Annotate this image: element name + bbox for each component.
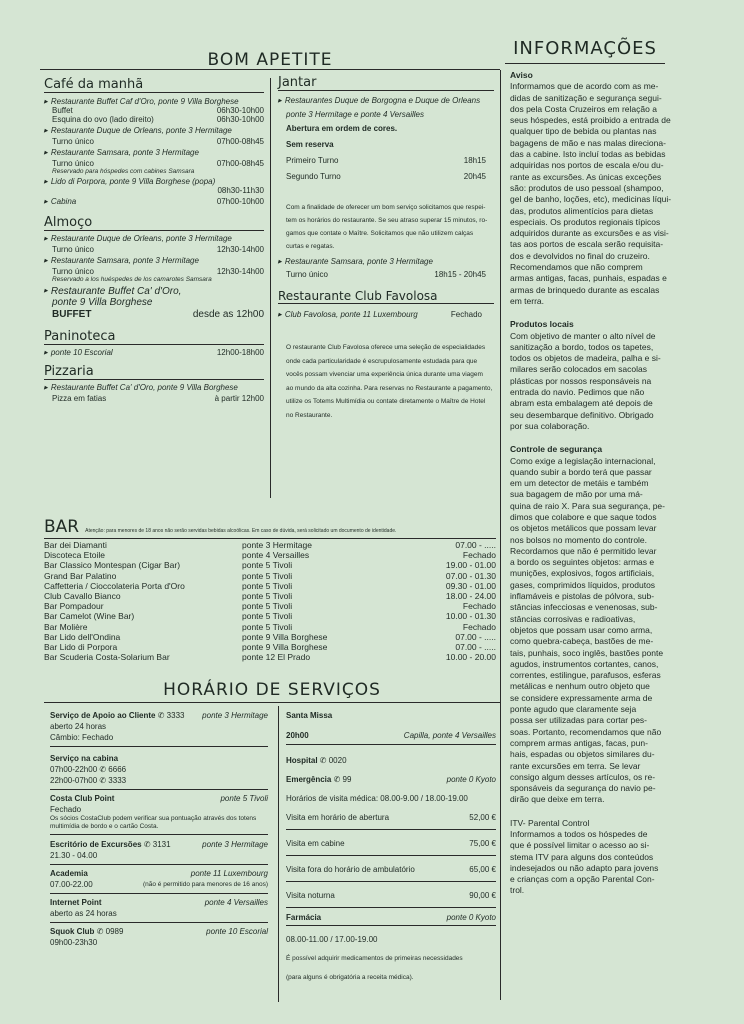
internet-title: Internet Point	[50, 898, 102, 907]
note-line: gamos que contate o Maître. Solicitamos que não utilizem calças	[286, 230, 474, 237]
exc-title: Escritório de Excursões	[50, 840, 142, 849]
bar-hours: Fechado	[462, 601, 496, 612]
info-text-line: das a cabine. Isto incluí todas as bebidas	[510, 149, 666, 160]
info-text-line: rante as excursões. As únicas exceções	[510, 171, 662, 182]
info-text-line: didas de sanitização e segurança segui-	[510, 92, 662, 103]
horario-title: HORÁRIO DE SERVIÇOS	[163, 680, 381, 700]
jantar-samsara: ▶ Restaurante Samsara, ponte 3 Hermitage	[278, 257, 494, 266]
squok-title: Squok Club	[50, 927, 95, 936]
apoio-location: ponte 3 Hermitage	[202, 711, 268, 720]
bar-deck: ponte 12 El Prado	[242, 652, 311, 663]
bar-hours: 10.00 - 01.30	[445, 611, 496, 622]
info-text-line: dos pela Costa Cruzeiros em relação a	[510, 103, 657, 114]
note-line: utilize os Totems Multimídia ou contate diretamente o Maître de Hotel	[286, 398, 486, 405]
bar-name: Bar Classico Montespan (Cigar Bar)	[44, 560, 181, 571]
info-title: INFORMAÇÕES	[513, 38, 657, 59]
cafe-time: 07h00-08h45	[216, 137, 264, 146]
cabina-hours-1: 07h00-22h00 ✆ 6666	[50, 765, 127, 774]
info-text-line: stâncias infecciosas e venenosas, sub-	[510, 602, 658, 613]
info-text-line: bagagens de mão e nas malas direciona-	[510, 137, 666, 148]
info-text-line: Com objetivo de manter o alto nível de	[510, 330, 656, 341]
almoco-time: 12h30-14h00	[216, 245, 264, 254]
bar-hours: 19.00 - 01.00	[445, 560, 496, 571]
bar-name: Discoteca Etoile	[44, 550, 105, 561]
cafe-restaurant-3: ▶ Restaurante Samsara, ponte 3 Hermitage	[44, 148, 264, 157]
acad-hours: 07.00-22.00	[50, 880, 93, 889]
almoco-time: 12h30-14h00	[216, 267, 264, 276]
bar-hours: Fechado	[462, 550, 496, 561]
farmacia-note: (para alguns é obrigatória a receita médica).	[286, 974, 414, 981]
note-line: Com a finalidade de oferecer um bom serviço solicitamos que respei-	[286, 204, 486, 211]
bar-name: Bar dei Diamanti	[44, 540, 107, 550]
internet-hours: aberto as 24 horas	[50, 909, 117, 918]
missa-location: Capilla, ponte 4 Versailles	[403, 731, 496, 740]
cabina-hours-2: 22h00-07h00 ✆ 3333	[50, 776, 127, 785]
services-left	[50, 710, 268, 951]
produtos-title: Produtos locais	[510, 319, 574, 330]
jantar-decks: ponte 3 Hermitage e ponte 4 Versailles	[286, 110, 425, 119]
jantar-note	[278, 201, 494, 253]
bar-row	[44, 560, 496, 570]
bar-row	[44, 642, 496, 652]
exc-location: ponte 3 Hermitage	[202, 840, 268, 849]
pizzaria-title: Pizzaria	[44, 364, 264, 380]
jantar-title: Jantar	[278, 75, 494, 91]
info-text-line: ponte agudo que claramente seja	[510, 704, 637, 715]
services-right	[286, 710, 496, 983]
info-text-line: consigo algum desses artículos, os re-	[510, 771, 656, 782]
info-text-line: e crianças com a opção Parental Con-	[510, 874, 655, 885]
ccp-note: Os sócios CostaClub podem verificar sua pontuação através dos totens	[50, 815, 257, 822]
bom-apetite-divider	[270, 78, 271, 498]
info-text-line: indesejados ou não adapto para jovens	[510, 862, 659, 873]
info-text-line: plásticas por nossos responsáveis na	[510, 375, 652, 386]
apoio-title: Serviço de Apoio ao Cliente	[50, 711, 156, 720]
bar-title: BAR	[44, 517, 80, 537]
info-text-line: Informamos a todos os hóspedes de	[510, 829, 648, 839]
bar-hours: Fechado	[462, 621, 496, 632]
cafe-item: Turno único	[52, 159, 94, 168]
cafe-restaurant-4: ▶ Lido di Porpora, ponte 9 Villa Borghese (popa)	[44, 177, 264, 186]
jantar-abertura: Abertura em ordem de cores.	[286, 124, 398, 133]
visita-horas: Horários de visita médica: 08.00-9.00 / 18.00-19.00	[286, 794, 468, 803]
visita-price: 75,00 €	[469, 839, 496, 848]
internet-location: ponte 4 Versailles	[204, 898, 268, 907]
acad-location: ponte 11 Luxembourg	[190, 869, 268, 878]
column-divider	[500, 70, 501, 1000]
bar-hours: 10.00 - 20.00	[445, 652, 496, 663]
apoio-cambio: Câmbio: Fechado	[50, 733, 114, 742]
info-text-line: tas aos portos de escala serão requisita-	[510, 239, 664, 250]
bom-apetite-underline	[40, 69, 500, 70]
acad-note: (não é permitido para menores de 16 anos)	[142, 881, 268, 888]
info-text-line: seus hóspedes, está proibido a entrada de	[510, 115, 671, 126]
info-text-line: os objetos metálicos que possam levar	[510, 523, 657, 534]
info-text-line: adquiridos durante as excursões e as visi-	[510, 228, 669, 239]
controle-title: Controle de segurança	[510, 444, 603, 455]
turno-label: Primeiro Turno	[286, 156, 339, 165]
emergencia-location: ponte 0 Kyoto	[446, 775, 496, 784]
bar-hours: 18.00 - 24.00	[445, 591, 496, 602]
info-text-line: se considere expressamente arma de	[510, 692, 653, 703]
almoco-note: Reservado a los huéspedes de los camarotes Samsara	[52, 276, 212, 283]
visita-price-row	[286, 830, 496, 856]
note-line: ao mundo da alta cozinha. Para reservas no Restaurante a pagamento,	[286, 384, 493, 392]
info-text-line: gases, comprimidos líquidos, produtos	[510, 579, 656, 590]
bar-row	[44, 581, 496, 591]
info-text-line: rante excursões em terra. Se levar	[510, 760, 641, 771]
bar-row	[44, 622, 496, 632]
bar-deck: ponte 5 Tivoli	[242, 611, 293, 622]
almoco-time: desde as 12h00	[192, 309, 264, 320]
bar-row	[44, 611, 496, 621]
ccp-note: multimídia de bordo e o cartão Costa.	[50, 823, 159, 830]
favolosa-note	[278, 341, 494, 422]
almoco-restaurant-2: ▶ Restaurante Samsara, ponte 3 Hermitage	[44, 256, 264, 265]
cafe-item: Esquina do ovo (lado direito)	[52, 115, 154, 124]
ccp-status: Fechado	[50, 805, 82, 814]
almoco-restaurant-3-deck: ponte 9 Villa Borghese	[52, 297, 153, 308]
horario-underline	[44, 702, 500, 703]
note-line: O restaurante Club Favolosa oferece uma seleção de especialidades	[286, 344, 486, 351]
info-text-line: adquiridas nos portos de escala e/ou du-	[510, 160, 664, 171]
apoio-hours: aberto 24 horas	[50, 722, 107, 731]
bar-hours: 07.00 - 01.30	[445, 570, 496, 581]
info-text-line: das, produtos alimentícios para dietas	[510, 205, 654, 216]
bar-deck: ponte 5 Tivoli	[242, 601, 293, 612]
info-text-line: quina de raio X. Para sua segurança, pe-	[510, 500, 665, 511]
info-text-line: Informamos que de acordo com as me-	[510, 81, 659, 92]
visita-label: Visita em horário de abertura	[286, 813, 390, 822]
info-text-line: entrada do navio. Pedimos que não	[510, 387, 645, 398]
bar-deck: ponte 5 Tivoli	[242, 560, 293, 571]
bar-name: Bar Molière	[44, 621, 88, 632]
cafe-restaurant-1: ▶ Restaurante Buffet Caf d'Oro, ponte 9 Villa Borghese	[44, 97, 264, 106]
pizzaria-restaurant: ▶ Restaurante Buffet Ca' d'Oro, ponte 9 Villa Borghese	[44, 383, 264, 392]
info-text-line: correntes, estilingue, parafusos, esferas	[510, 670, 661, 681]
info-text-line: Como exige a legislação internacional,	[510, 455, 656, 466]
bar-deck: ponte 4 Versailles	[242, 550, 310, 561]
cafe-time: 06h30-10h00	[216, 115, 264, 124]
bar-row	[44, 550, 496, 560]
visita-price: 52,00 €	[469, 813, 496, 822]
cafe-item: Buffet	[52, 106, 73, 115]
exc-hours: 21.30 - 04.00	[50, 851, 98, 860]
ccp-title: Costa Club Point	[50, 794, 115, 803]
info-text-line: sanitização a bordo, todos os tapetes,	[510, 341, 654, 352]
info-text-line: como quebra-cabeça, bastões de me-	[510, 636, 654, 647]
bar-row	[44, 571, 496, 581]
info-text-line: dos e devolvidos no final do cruzeiro.	[510, 250, 650, 261]
info-text-line: agudos, instrumentos cortantes, canos,	[510, 658, 659, 669]
info-text-line: dimos que colabore e que saque todos	[510, 511, 657, 522]
apoio-tel: ✆ 3333	[157, 711, 185, 720]
bar-row	[44, 591, 496, 601]
almoco-title: Almoço	[44, 215, 264, 231]
cafe-restaurant-2: ▶ Restaurante Duque de Orleans, ponte 3 Hermitage	[44, 126, 264, 135]
info-text-line: comprem armas antigas, facas, pun-	[510, 737, 648, 748]
info-text-line: gel de banho, loções, etc), medicinas líqui-	[510, 194, 672, 205]
bom-apetite-title: BOM APETITE	[207, 50, 333, 70]
info-text-line: Recomendamos que não comprem	[510, 262, 643, 273]
emergencia-title: Emergência	[286, 775, 332, 784]
bar-deck: ponte 5 Tivoli	[242, 621, 293, 632]
left-food-column	[44, 77, 264, 403]
note-line: onde cada particularidade é escrupulosamente estudada para que	[286, 357, 478, 365]
pizzaria-time: à partir 12h00	[214, 394, 264, 403]
bar-name: Bar Scuderia Costa-Solarium Bar	[44, 652, 170, 663]
info-underline	[505, 63, 665, 64]
info-text-line: são: produtos de uso pessoal (shampoo,	[510, 182, 664, 193]
farmacia-hours: 08.00-11.00 / 17.00-19.00	[286, 935, 378, 944]
bar-row	[44, 632, 496, 642]
buffet-label: BUFFET	[52, 309, 92, 320]
squok-tel: ✆ 0989	[96, 927, 124, 936]
bar-hours: 09.30 - 01.00	[445, 580, 496, 591]
info-text-line: stema ITV para alguns dos conteúdos	[510, 851, 654, 862]
info-text-line: sua bagagem de mão por uma má-	[510, 489, 643, 500]
info-column	[510, 70, 670, 897]
dinner-column	[278, 75, 494, 422]
info-text-line: em um detector de metáis e também	[510, 478, 649, 489]
aviso-title: Aviso	[510, 70, 533, 80]
jantar-restaurants: ▶ Restaurantes Duque de Borgogna e Duque de Orleans	[278, 96, 494, 105]
info-text-line: trol.	[510, 885, 525, 896]
bar-name: Bar Pompadour	[44, 601, 104, 612]
turno-time: 20h45	[463, 172, 486, 181]
info-text-line: tais, punhais, soco inglês, bastões ponte	[510, 647, 664, 658]
favolosa-location: ▶ Club Favolosa, ponte 11 Luxembourg	[278, 310, 418, 319]
visita-price: 65,00 €	[469, 865, 496, 874]
info-text-line: milares serão colocados em sacolas	[510, 364, 648, 375]
info-text-line: todos os objetos de madeira, palha e si-	[510, 353, 661, 364]
info-text-line: armas antigas, facas, punhais, espadas e	[510, 273, 667, 284]
visita-label: Visita noturna	[286, 891, 335, 900]
almoco-item: Turno único	[52, 267, 94, 276]
exc-tel: ✆ 3131	[143, 840, 171, 849]
almoco-restaurant-3: ▶ Restaurante Buffet Ca' d'Oro,	[44, 286, 264, 297]
visita-price-row	[286, 882, 496, 908]
visita-label: Visita em cabine	[286, 839, 345, 848]
info-text-line: armas de brinquedo durante as escalas	[510, 284, 660, 295]
missa-title: Santa Missa	[286, 711, 333, 720]
bar-row	[44, 540, 496, 550]
bar-name: Bar Camelot (Wine Bar)	[44, 611, 135, 622]
hospital-title: Hospital	[286, 756, 318, 765]
info-text-line: possa ser utilizadas para cortar pes-	[510, 715, 648, 726]
info-text-line: soas. Portanto, recomendamos que não	[510, 726, 662, 737]
cafe-note: Reservado para hóspedes com cabines Samsara	[52, 168, 195, 175]
bar-deck: ponte 5 Tivoli	[242, 591, 293, 602]
turno-time: 18h15	[463, 156, 486, 165]
info-text-line: que é possível limitar o acesso ao si-	[510, 840, 650, 851]
cafe-restaurant-5: ▶ Cabina	[44, 197, 76, 206]
info-text-line: metálicas e nenhum outro objeto que	[510, 681, 650, 692]
info-text-line: nos bolsos no momento do controle.	[510, 534, 648, 545]
services-divider	[278, 706, 279, 1002]
cafe-title: Café da manhã	[44, 77, 264, 93]
cafe-item: Turno único	[52, 137, 94, 146]
favolosa-title: Restaurante Club Favolosa	[278, 289, 494, 304]
cafe-time: 08h30-11h30	[217, 186, 264, 195]
pizzaria-item: Pizza em fatias	[52, 394, 107, 403]
bar-name: Bar Lido di Porpora	[44, 642, 118, 653]
bar-name: Grand Bar Palatino	[44, 570, 117, 581]
cafe-time: 06h30-10h00	[216, 106, 264, 115]
bar-deck: ponte 9 Villa Borghese	[242, 642, 328, 653]
bar-deck: ponte 9 Villa Borghese	[242, 631, 328, 642]
info-text-line: objetos que possam usar como arma,	[510, 624, 653, 635]
visita-label: Visita fora do horário de ambulatório	[286, 865, 415, 874]
visita-price: 90,00 €	[469, 891, 496, 900]
bar-deck: ponte 5 Tivoli	[242, 580, 293, 591]
info-text-line: hais, espadas ou objetos similares du-	[510, 749, 655, 760]
cafe-time: 07h00-10h00	[216, 197, 264, 206]
info-text-line: por sua colaboração.	[510, 420, 590, 431]
note-line: curtas e regatas.	[286, 243, 335, 250]
info-text-line: em terra.	[510, 295, 545, 306]
almoco-item: Turno único	[52, 245, 94, 254]
farmacia-note: É possível adquirir medicamentos de primeiras necessidades	[286, 955, 463, 962]
info-text-line: dirão que deixe em terra.	[510, 794, 605, 805]
info-text-line: abram esta embalagem até depois de	[510, 398, 653, 409]
bar-deck: ponte 3 Hermitage	[242, 540, 312, 550]
info-text-line: sponsáveis da segurança do navio pe-	[510, 783, 656, 794]
acad-title: Academia	[50, 869, 88, 878]
almoco-restaurant-1: ▶ Restaurante Duque de Orleans, ponte 3 Hermitage	[44, 234, 264, 243]
bar-name: Caffetteria / Cioccolateria Porta d'Oro	[44, 580, 185, 591]
info-text-line: quando subir a bordo terá que passar	[510, 466, 652, 477]
note-line: vocês possam vivenciar uma experiência única durante uma viagem	[286, 371, 483, 378]
turno-time: 18h15 - 20h45	[434, 270, 486, 279]
jantar-sem-reserva: Sem reserva	[286, 140, 334, 149]
info-text-line: Recordamos que não é permitido levar	[510, 545, 657, 556]
bar-deck: ponte 5 Tivoli	[242, 570, 293, 581]
visita-price-row	[286, 856, 496, 882]
itv-title: ITV- Parental Control	[510, 817, 590, 828]
favolosa-status: Fechado	[450, 310, 482, 319]
bar-hours: 07.00 - .....	[455, 631, 496, 642]
bar-name: Bar Lido dell'Ondina	[44, 631, 121, 642]
ccp-location: ponte 5 Tivoli	[220, 794, 268, 803]
info-text-line: qualquer tipo de bebida ou plantas nas	[510, 126, 657, 137]
cabina-title: Serviço na cabina	[50, 754, 119, 763]
info-text-line: a bordo os seguintes objetos: armas e	[510, 557, 655, 568]
bar-row	[44, 652, 496, 662]
bar-hours: 07.00 - .....	[455, 642, 496, 653]
visita-price-row	[286, 804, 496, 830]
info-text-line: munições, explosivos, fogos artificiais,	[510, 568, 655, 579]
bar-row	[44, 601, 496, 611]
info-text-line: seu desembarque definitivo. Obrigado	[510, 409, 654, 420]
bar-hours: 07.00 - .....	[455, 540, 496, 550]
info-text-line: stâncias corrosivas e radioativas,	[510, 613, 636, 624]
paninoteca-location: ▶ ponte 10 Escorial	[44, 348, 113, 357]
farmacia-title: Farmácia	[286, 913, 322, 922]
paninoteca-time: 12h00-18h00	[216, 348, 264, 357]
cafe-time: 07h00-08h45	[216, 159, 264, 168]
bar-note: Atenção: para menores de 18 anos não serão servidas bebidas alcoólicas. Em caso de dúvida, será solicitado um documento de identidade.	[85, 528, 397, 534]
turno-label: Turno único	[286, 270, 328, 279]
paninoteca-title: Paninoteca	[44, 329, 264, 345]
missa-time: 20h00	[286, 731, 309, 740]
info-text-line: especiais. Os produtos regionais típicos	[510, 216, 661, 227]
emergencia-tel: ✆ 99	[333, 775, 352, 784]
info-text-line: inflamáveis e pistolas de pólvora, sub-	[510, 591, 655, 602]
hospital-tel: ✆ 0020	[319, 756, 347, 765]
squok-location: ponte 10 Escorial	[206, 927, 268, 936]
turno-label: Segundo Turno	[286, 172, 341, 181]
farmacia-location: ponte 0 Kyoto	[446, 913, 496, 922]
squok-hours: 09h00-23h30	[50, 938, 98, 947]
note-line: no Restaurante.	[286, 411, 333, 419]
note-line: tem os horários do restaurante. Se seu atraso superar 15 minutos, ro-	[286, 217, 488, 224]
bar-section	[44, 517, 496, 662]
bar-name: Club Cavallo Bianco	[44, 591, 121, 602]
